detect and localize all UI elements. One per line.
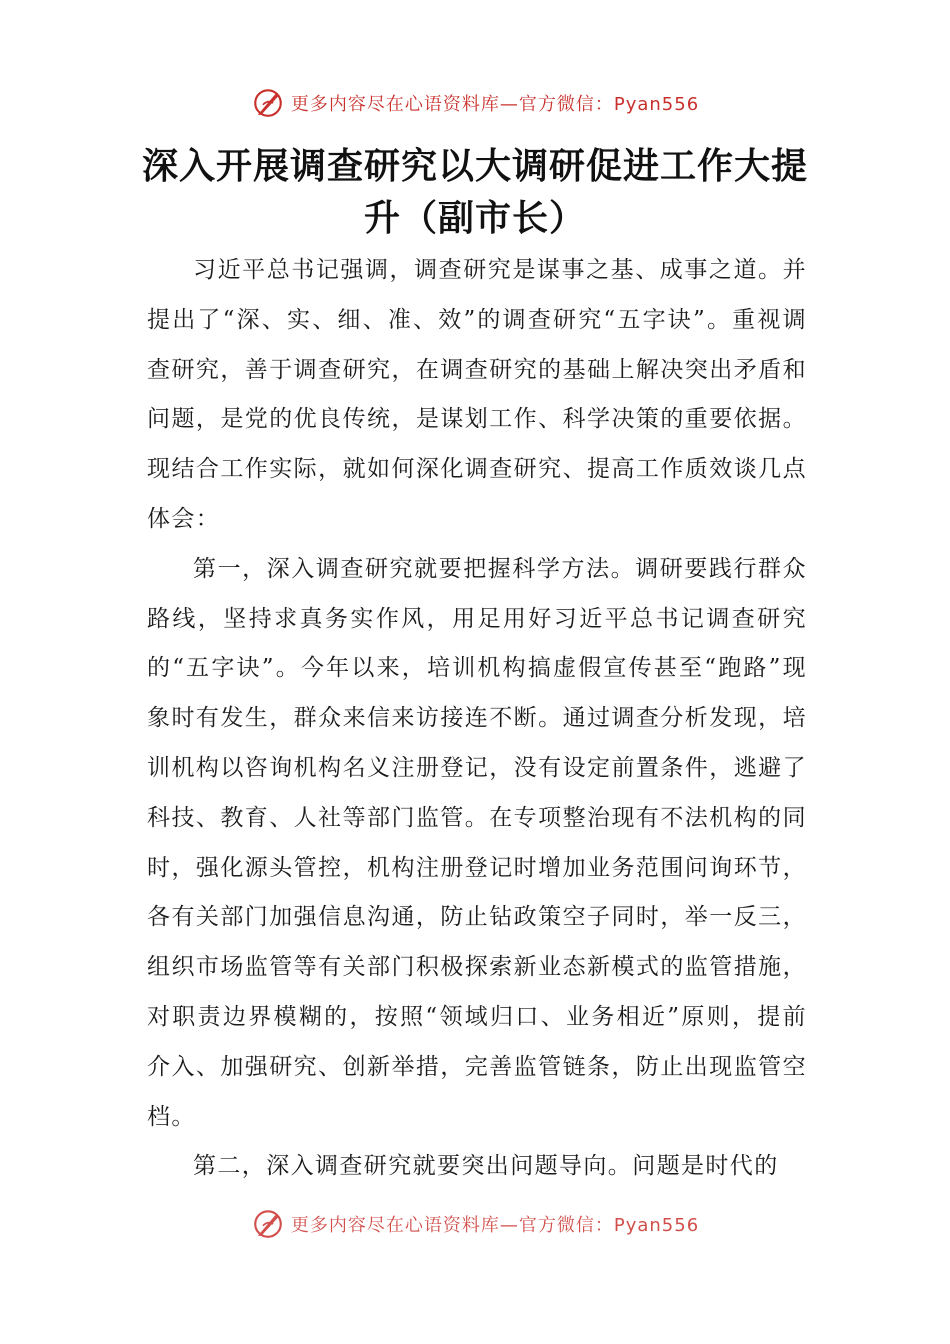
document-body [147, 246, 807, 1192]
paragraph-intro: 习近平总书记强调，调查研究是谋事之基、成事之道。并提出了“深、实、细、准、效”的调查研究“五字诀”。重视调查研究，善于调查研究，在调查研究的基础上解决突出矛盾和问题，是党的优良传统，是谋划工作、科学决策的重要依据。现结合工作实际，就如何深化调查研究、提高工作质效谈几点体会： [147, 257, 807, 532]
header-watermark [0, 86, 950, 120]
document-title: 深入开展调查研究以大调研促进工作大提升（副市长） [141, 145, 808, 239]
quill-pen-logo-icon [251, 86, 285, 120]
quill-pen-logo-icon [251, 1207, 285, 1241]
paragraph-second-point: 第二，深入调查研究就要突出问题导向。问题是时代的 [193, 1153, 779, 1180]
footer-watermark [0, 1207, 950, 1241]
watermark-text: 更多内容尽在心语资料库—官方微信：Pyan556 [290, 94, 700, 115]
paragraph-first-point: 第一，深入调查研究就要把握科学方法。调研要践行群众路线，坚持求真务实作风，用足用好习近平总书记调查研究的“五字诀”。今年以来，培训机构搞虚假宣传甚至“跑路”现象时有发生，群众来信来访接连不断。通过调查分析发现，培训机构以咨询机构名义注册登记，没有设定前置条件，逃避了科技、教育、人社等部门监管。在专项整治现有不法机构的同时，强化源头管控，机构注册登记时增加业务范围问询环节，各有关部门加强信息沟通，防止钻政策空子同时，举一反三，组织市场监管等有关部门积极探索新业态新模式的监管措施，对职责边界模糊的，按照“领域归口、业务相近”原则，提前介入、加强研究、创新举措，完善监管链条，防止出现监管空档。 [147, 555, 807, 1130]
watermark-text: 更多内容尽在心语资料库—官方微信：Pyan556 [290, 1215, 700, 1236]
